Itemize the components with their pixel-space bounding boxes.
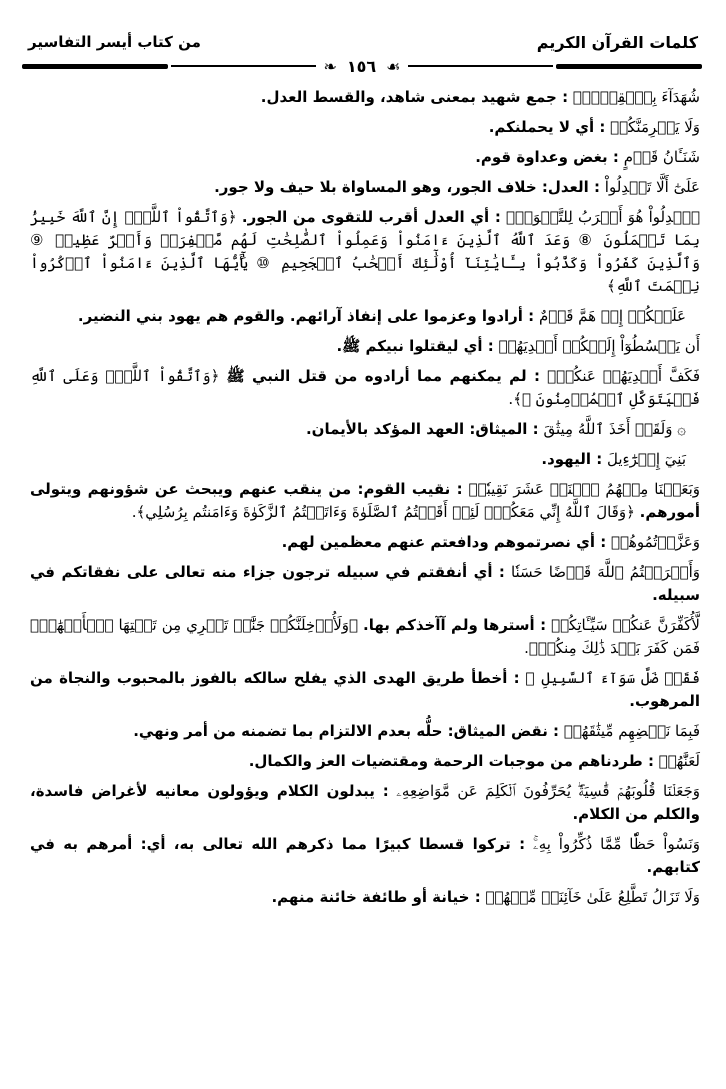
glossary-content bbox=[30, 86, 700, 916]
entry-definition: : لم يمكنهم مما أرادوه من قتل النبي ﷺ bbox=[226, 367, 541, 385]
entry-term: وَأَقۡرَضۡتُمُ ٱللَّهَ قَرۡضًا حَسَنٗا bbox=[510, 563, 700, 581]
entry-term: ۞ وَلَقَدۡ أَخَذَ ٱللَّهُ مِيثَٰقَ bbox=[543, 420, 686, 438]
entry-term: وَلَا تَزَالُ تَطَّلِعُ عَلَىٰ خَآئِنَةٖ مِّنۡهُمۡ bbox=[485, 888, 700, 906]
flourish-icon: ☙ bbox=[386, 56, 401, 76]
quran-verse: ﴿وَقَالَ ٱللَّهُ إِنِّي مَعَكُمۡۖ لَئِنۡ أَقَمۡتُمُ ٱلصَّلَوٰةَ وَءَاتَيۡتُمُ ٱلزَّكَوٰةَ وَءَامَنتُم بِرُسُلِي﴾. bbox=[131, 503, 635, 521]
entry-term: فَبِمَا نَقۡضِهِم مِّيثَٰقَهُمۡ bbox=[563, 722, 700, 740]
ornament-thin-left bbox=[171, 65, 317, 67]
entry-term: وَعَزَّرۡتُمُوهُمۡ bbox=[611, 533, 700, 551]
glossary-entry bbox=[30, 365, 700, 411]
entry-term: عَلَيۡكُمۡ إِذۡ هَمَّ قَوۡمٌ bbox=[538, 307, 686, 325]
entry-term: وَجَعَلۡنَا قُلُوبَهُمۡ قَٰسِيَةٗۖ يُحَرِّفُونَ ٱلۡكَلِمَ عَن مَّوَاضِعِهِۦ bbox=[396, 782, 700, 800]
entry-term: بَنِيٓ إِسۡرَٰٓءِيلَ bbox=[606, 450, 686, 468]
header-source: من كتاب أيسر التفاسير bbox=[28, 33, 201, 51]
entry-definition: : طردناهم من موجبات الرحمة ومقتضيات العز والكمال. bbox=[248, 752, 654, 770]
entry-term: لَّأُكَفِّرَنَّ عَنكُمۡ سَيِّـَٔاتِكُمۡ bbox=[551, 616, 700, 634]
entry-definition: : خيانة أو طائفة خائنة منهم. bbox=[271, 888, 481, 906]
entry-definition: : نقض الميثاق: حلُّه بعدم الالتزام بما تضمنه من أمر ونهي. bbox=[133, 722, 560, 740]
entry-definition: : تركوا قسطا كبيرًا مما ذكرهم الله تعالى به، أي: أمرهم به في كتابهم. bbox=[30, 835, 700, 876]
entry-definition: : يبدلون الكلام ويؤولون معانيه لأغراض فاسدة، والكلم من الكلام. bbox=[30, 782, 700, 823]
quran-verse: ﴿وَلَأُدۡخِلَنَّكُمۡ جَنَّٰتٖ تَجۡرِي مِن تَحۡتِهَا ٱلۡأَنۡهَٰرُۚ فَمَن كَفَرَ بَعۡدَ ذَٰلِكَ مِنكُمۡ﴾. bbox=[30, 616, 700, 657]
entry-term: وَنَسُواْ حَظّٗا مِّمَّا ذُكِّرُواْ بِهِۦۚ bbox=[533, 835, 700, 853]
entry-definition: : أسترها ولم آآخذكم بها. bbox=[363, 616, 547, 634]
page-header bbox=[28, 28, 698, 56]
entry-definition: : أي نصرتموهم ودافعتم عنهم معظمين لهم. bbox=[281, 533, 607, 551]
entry-definition: : أرادوا وعزموا على إنفاذ آرائهم. والقوم هم يهود بني النضير. bbox=[77, 307, 535, 325]
entry-definition: : أي لا يحملنكم. bbox=[488, 118, 606, 136]
entry-definition: : الميثاق: العهد المؤكد بالأيمان. bbox=[305, 420, 539, 438]
header-ornament bbox=[22, 56, 702, 76]
ornament-bar-left bbox=[22, 64, 168, 69]
glossary-entry bbox=[30, 305, 700, 328]
entry-definition: : جمع شهيد بمعنى شاهد، والقسط العدل. bbox=[260, 88, 569, 106]
entry-term: شَنَـَٔانُ قَوۡمٍ bbox=[623, 148, 700, 166]
entry-definition: : أي ليقتلوا نبيكم ﷺ. bbox=[336, 337, 494, 355]
entry-definition: : نقيب القوم: من ينقب عنهم ويبحث عن شؤونهم ويتولى أمورهم. bbox=[30, 480, 700, 521]
glossary-entry bbox=[30, 614, 700, 660]
entry-term: وَبَعَثۡنَا مِنۡهُمُ ٱثۡنَيۡ عَشَرَ نَقِيبٗاۖ bbox=[468, 480, 700, 498]
glossary-entry bbox=[30, 561, 700, 607]
glossary-entry bbox=[30, 448, 700, 471]
entry-term: أَن يَبۡسُطُوٓاْ إِلَيۡكُمۡ أَيۡدِيَهُمۡ bbox=[498, 337, 700, 355]
entry-term: فَقَدۡ ضَلَّ سَوَآءَ ٱلسَّبِيلِ ⑫ bbox=[525, 669, 700, 687]
ornament-bar-right bbox=[556, 64, 702, 69]
glossary-entry bbox=[30, 667, 700, 713]
flourish-icon: ❧ bbox=[323, 56, 337, 76]
glossary-entry bbox=[30, 720, 700, 743]
quran-verse: ﴿وَٱتَّقُواْ ٱللَّهَۚ وَعَلَى ٱللَّهِ فَلۡيَتَوَكَّلِ ٱلۡمُؤۡمِنُونَ ⑪﴾. bbox=[30, 367, 700, 408]
entry-term: فَكَفَّ أَيۡدِيَهُمۡ عَنكُمۡۖ bbox=[547, 367, 700, 385]
entry-definition: : أخطأ طريق الهدى الذي يفلح سالكه بالفوز بالمحبوب والنجاة من المرهوب. bbox=[30, 669, 700, 710]
glossary-entry bbox=[30, 886, 700, 909]
entry-definition: : أي العدل أقرب للتقوى من الجور. bbox=[241, 208, 501, 226]
entry-definition: : اليهود. bbox=[541, 450, 603, 468]
ornament-thin-right bbox=[408, 65, 554, 67]
entry-term: وَلَا يَجۡرِمَنَّكُمۡ bbox=[610, 118, 700, 136]
glossary-entry bbox=[30, 86, 700, 109]
glossary-entry bbox=[30, 780, 700, 826]
glossary-entry bbox=[30, 833, 700, 879]
glossary-entry bbox=[30, 478, 700, 524]
glossary-entry bbox=[30, 206, 700, 298]
header-title: كلمات القرآن الكريم bbox=[536, 32, 698, 52]
page-number: ١٥٦ bbox=[346, 56, 377, 76]
entry-term: شُهَدَآءَ بِٱلۡقِسۡطِۖ bbox=[572, 88, 700, 106]
glossary-entry bbox=[30, 531, 700, 554]
entry-term: لَعَنَّٰهُمۡ bbox=[658, 752, 700, 770]
glossary-entry bbox=[30, 335, 700, 358]
entry-term: ٱعۡدِلُواْ هُوَ أَقۡرَبُ لِلتَّقۡوَىٰۖ bbox=[506, 208, 700, 226]
entry-definition: : بغض وعداوة قوم. bbox=[475, 148, 619, 166]
glossary-entry bbox=[30, 750, 700, 773]
glossary-entry bbox=[30, 176, 700, 199]
entry-definition: : العدل: خلاف الجور، وهو المساواة بلا حيف ولا جور. bbox=[214, 178, 600, 196]
glossary-entry bbox=[30, 116, 700, 139]
glossary-entry bbox=[30, 146, 700, 169]
entry-term: عَلَىٰٓ أَلَّا تَعۡدِلُواْ bbox=[604, 178, 700, 196]
quran-verse: ﴿وَٱتَّقُواْ ٱللَّهَۚ إِنَّ ٱللَّهَ خَبِيرُۢ بِمَا تَعۡمَلُونَ ⑧ وَعَدَ ٱللَّهُ ٱلَّذِينَ ءَامَنُواْ وَعَمِلُواْ ٱلصَّٰلِحَٰتِ لَهُم مَّغۡفِرَةٞ وَأَجۡرٌ عَظِيمٞ ⑨ وَٱلَّذِينَ كَفَرُواْ وَكَذَّبُواْ بِـَٔايَٰتِنَآ أُوْلَٰٓئِكَ أَصۡحَٰبُ ٱلۡجَحِيمِ ⑩ يَٰٓأَيُّهَا ٱلَّذِينَ ءَامَنُواْ ٱذۡكُرُواْ نِعۡمَتَ ٱللَّهِ﴾ bbox=[30, 208, 700, 295]
entry-definition: : أي أنفقتم في سبيله ترجون جزاء منه تعالى على نفقاتكم في سبيله. bbox=[30, 563, 700, 604]
glossary-entry bbox=[30, 418, 700, 441]
